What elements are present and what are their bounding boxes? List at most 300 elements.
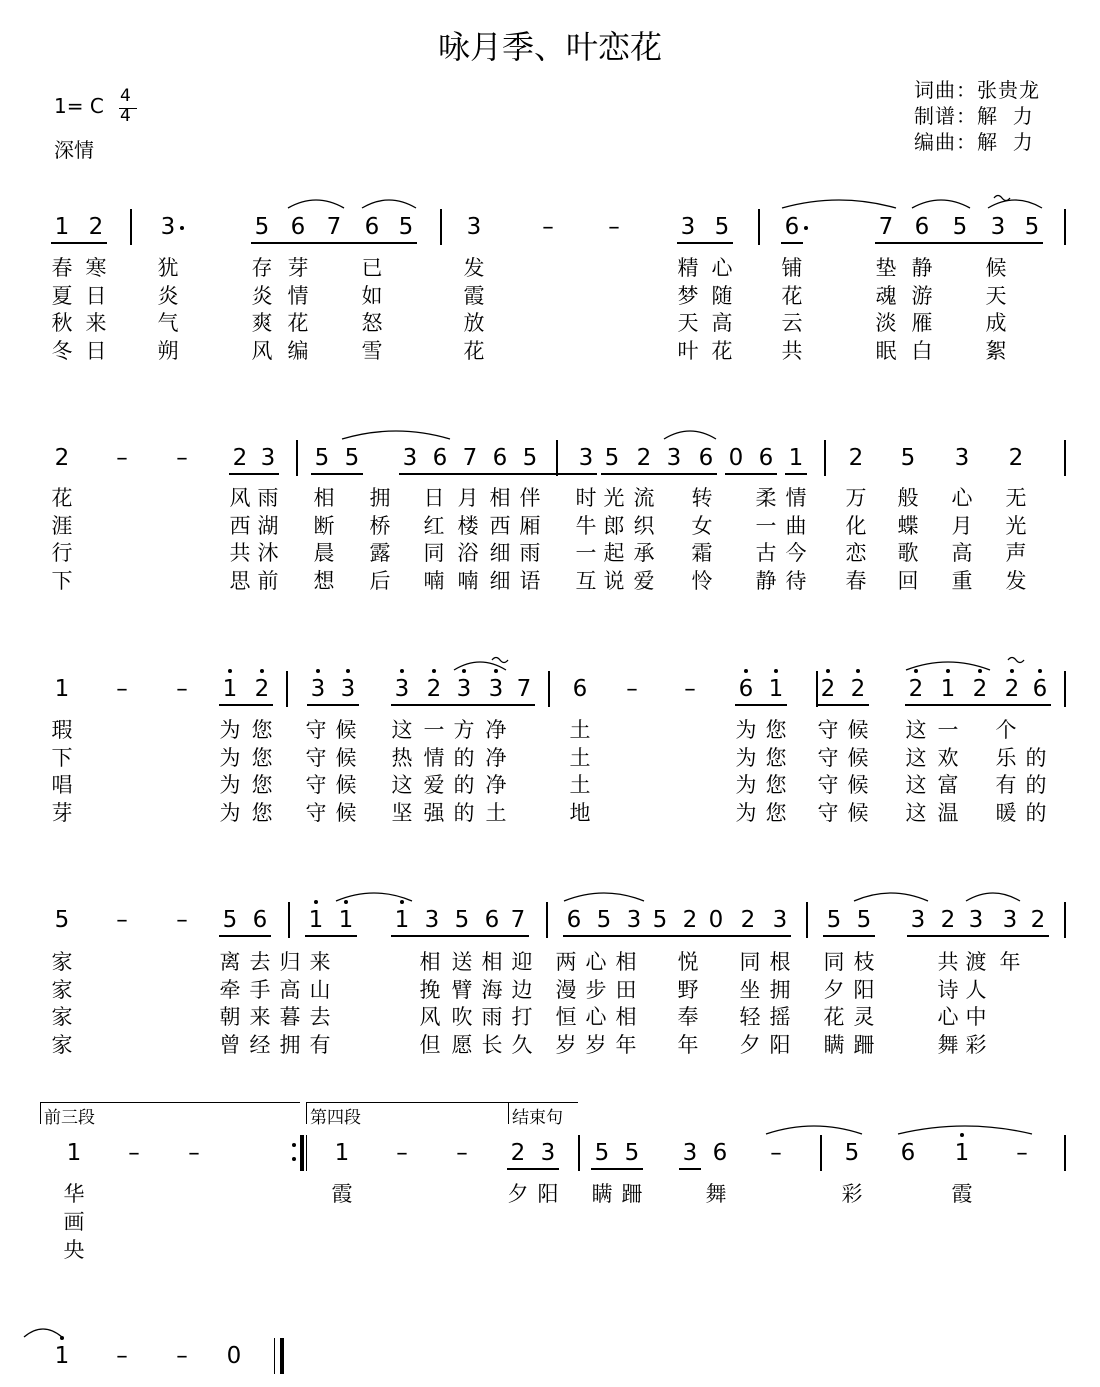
jianpu-note: 0	[728, 445, 744, 471]
dash-extension: –	[176, 676, 188, 702]
lyric-syllable: 雨	[519, 541, 541, 565]
lyric-syllable: 的	[1025, 801, 1047, 825]
lyric-syllable: 歌	[897, 541, 919, 565]
volta-label: 前三段	[44, 1108, 95, 1128]
jianpu-note: 5	[900, 445, 916, 471]
lyric-syllable: 爱	[423, 773, 445, 797]
lyric-syllable: 候	[335, 746, 357, 770]
lyric-syllable: 一	[423, 718, 445, 742]
jianpu-note: 3	[578, 445, 594, 471]
lyric-syllable: 这	[905, 773, 927, 797]
lyric-syllable: 候	[847, 801, 869, 825]
lyric-syllable: 夕	[507, 1182, 529, 1206]
lyric-syllable: 雪	[361, 339, 383, 363]
lyric-syllable: 岁	[585, 1033, 607, 1057]
dash-extension: –	[176, 1343, 188, 1369]
jianpu-note: 1	[768, 676, 784, 702]
lyric-syllable: 为	[735, 773, 757, 797]
lyric-syllable: 花	[463, 339, 485, 363]
lyric-syllable: 唱	[51, 773, 73, 797]
lyric-syllable: 去	[249, 950, 271, 974]
lyric-syllable: 柔	[755, 486, 777, 510]
lyric-syllable: 游	[911, 284, 933, 308]
lyric-syllable: 暮	[279, 1005, 301, 1029]
jianpu-note: 2	[820, 676, 836, 702]
slur-arc	[988, 200, 1042, 208]
lyric-syllable: 候	[985, 256, 1007, 280]
lyric-syllable: 灵	[853, 1005, 875, 1029]
lyric-syllable: 存	[251, 256, 273, 280]
lyric-syllable: 华	[63, 1182, 85, 1206]
jianpu-note: 6	[252, 907, 268, 933]
lyric-syllable: 下	[51, 569, 73, 593]
lyric-syllable: 悦	[677, 950, 699, 974]
lyric-syllable: 桥	[369, 514, 391, 538]
jianpu-note: 2	[850, 676, 866, 702]
jianpu-note: 2	[88, 214, 104, 240]
lyric-syllable: 守	[305, 801, 327, 825]
jianpu-note: 6	[1032, 676, 1048, 702]
lyric-syllable: 诗	[937, 978, 959, 1002]
jianpu-note: 6	[758, 445, 774, 471]
lyric-syllable: 随	[711, 284, 733, 308]
lyric-syllable: 欢	[937, 746, 959, 770]
jianpu-note: 3	[260, 445, 276, 471]
jianpu-note: 2	[848, 445, 864, 471]
lyric-syllable: 土	[485, 801, 507, 825]
lyric-syllable: 来	[249, 1005, 271, 1029]
lyric-syllable: 臂	[451, 978, 473, 1002]
lyric-syllable: 高	[279, 978, 301, 1002]
lyric-syllable: 西	[229, 514, 251, 538]
lyric-syllable: 共	[937, 950, 959, 974]
lyric-syllable: 雨	[481, 1005, 503, 1029]
lyric-syllable: 已	[361, 256, 383, 280]
lyric-syllable: 久	[511, 1033, 533, 1057]
jianpu-note: 0	[226, 1343, 242, 1369]
lyric-syllable: 候	[335, 773, 357, 797]
jianpu-note: 3	[488, 676, 504, 702]
lyric-syllable: 日	[423, 486, 445, 510]
lyric-syllable: 相	[489, 486, 511, 510]
lyric-syllable: 万	[845, 486, 867, 510]
lyric-syllable: 为	[735, 801, 757, 825]
jianpu-note: 1	[66, 1140, 82, 1166]
jianpu-note: 2	[682, 907, 698, 933]
lyric-syllable: 夕	[823, 978, 845, 1002]
jianpu-note: 6	[492, 445, 508, 471]
jianpu-note: 2	[510, 1140, 526, 1166]
lyric-syllable: 情	[785, 486, 807, 510]
jianpu-note: 2	[1008, 445, 1024, 471]
dash-extension: –	[608, 214, 620, 240]
lyric-syllable: 手	[249, 978, 271, 1002]
lyric-syllable: 流	[633, 486, 655, 510]
lyric-syllable: 霜	[691, 541, 713, 565]
credit-notation: 制谱：解 力	[914, 104, 1034, 128]
lyric-syllable: 土	[569, 773, 591, 797]
lyric-syllable: 家	[51, 950, 73, 974]
jianpu-note: 2	[636, 445, 652, 471]
lyric-syllable: 一	[575, 541, 597, 565]
lyric-syllable: 候	[335, 718, 357, 742]
lyric-syllable: 土	[569, 746, 591, 770]
lyric-syllable: 您	[765, 801, 787, 825]
lyric-syllable: 心	[711, 256, 733, 280]
lyric-syllable: 花	[781, 284, 803, 308]
lyric-syllable: 一	[755, 514, 777, 538]
jianpu-note: 3	[990, 214, 1006, 240]
lyric-syllable: 田	[615, 978, 637, 1002]
lyric-syllable: 前	[257, 569, 279, 593]
lyric-syllable: 彩	[841, 1182, 863, 1206]
jianpu-note: 2	[254, 676, 270, 702]
lyric-syllable: 家	[51, 1033, 73, 1057]
lyric-syllable: 为	[735, 718, 757, 742]
jianpu-note: 3	[466, 214, 482, 240]
jianpu-note: 2	[1030, 907, 1046, 933]
lyric-syllable: 拥	[279, 1033, 301, 1057]
lyric-syllable: 一	[937, 718, 959, 742]
jianpu-note: 6	[900, 1140, 916, 1166]
lyric-syllable: 守	[817, 773, 839, 797]
lyric-syllable: 瑕	[51, 718, 73, 742]
lyric-syllable: 人	[965, 978, 987, 1002]
jianpu-note: 5	[1024, 214, 1040, 240]
lyric-syllable: 花	[51, 486, 73, 510]
jianpu-note: 1	[54, 676, 70, 702]
time-signature-top: 4	[120, 86, 131, 106]
slur-arc	[782, 200, 896, 208]
lyric-syllable: 下	[51, 746, 73, 770]
jianpu-note: 7	[326, 214, 342, 240]
lyric-syllable: 伴	[519, 486, 541, 510]
lyric-syllable: 怜	[691, 569, 713, 593]
lyric-syllable: 您	[765, 773, 787, 797]
dash-extension: –	[684, 676, 696, 702]
lyric-syllable: 今	[785, 541, 807, 565]
lyric-syllable: 朔	[157, 339, 179, 363]
lyric-syllable: 有	[995, 773, 1017, 797]
lyric-syllable: 编	[287, 339, 309, 363]
lyric-syllable: 去	[309, 1005, 331, 1029]
lyric-syllable: 霞	[463, 284, 485, 308]
lyric-syllable: 细	[489, 541, 511, 565]
lyric-syllable: 的	[1025, 773, 1047, 797]
lyric-syllable: 您	[251, 801, 273, 825]
lyric-syllable: 为	[219, 801, 241, 825]
jianpu-note: 5	[522, 445, 538, 471]
slur-arc	[664, 431, 716, 439]
lyric-syllable: 古	[755, 541, 777, 565]
jianpu-note: 7	[516, 676, 532, 702]
lyric-syllable: 日	[85, 339, 107, 363]
jianpu-note: 3	[626, 907, 642, 933]
lyric-syllable: 来	[309, 950, 331, 974]
lyric-syllable: 花	[711, 339, 733, 363]
lyric-syllable: 您	[251, 718, 273, 742]
lyric-syllable: 的	[1025, 746, 1047, 770]
lyric-syllable: 怒	[361, 311, 383, 335]
jianpu-note: 2	[232, 445, 248, 471]
lyric-syllable: 这	[391, 773, 413, 797]
lyric-syllable: 互	[575, 569, 597, 593]
slur-arc	[342, 431, 450, 439]
lyric-syllable: 跚	[853, 1033, 875, 1057]
lyric-syllable: 为	[219, 746, 241, 770]
lyric-syllable: 送	[451, 950, 473, 974]
jianpu-note: 3	[402, 445, 418, 471]
lyric-syllable: 般	[897, 486, 919, 510]
lyric-syllable: 舞	[937, 1033, 959, 1057]
jianpu-note: 3	[540, 1140, 556, 1166]
jianpu-note: 6	[784, 214, 800, 240]
lyric-syllable: 暖	[995, 801, 1017, 825]
lyric-syllable: 的	[453, 773, 475, 797]
lyric-syllable: 海	[481, 978, 503, 1002]
lyric-syllable: 拥	[369, 486, 391, 510]
lyric-syllable: 阳	[537, 1182, 559, 1206]
lyric-syllable: 心	[951, 486, 973, 510]
jianpu-note: 3	[340, 676, 356, 702]
lyric-syllable: 霞	[951, 1182, 973, 1206]
lyric-syllable: 跚	[621, 1182, 643, 1206]
lyric-syllable: 天	[985, 284, 1007, 308]
lyric-syllable: 共	[229, 541, 251, 565]
lyric-syllable: 奉	[677, 1005, 699, 1029]
jianpu-note: 3	[954, 445, 970, 471]
lyric-syllable: 夏	[51, 284, 73, 308]
lyric-syllable: 铺	[781, 256, 803, 280]
lyric-syllable: 气	[157, 311, 179, 335]
lyric-syllable: 热	[391, 746, 413, 770]
slur-arc	[906, 662, 990, 670]
jianpu-note: 1	[394, 907, 410, 933]
lyric-syllable: 月	[951, 514, 973, 538]
lyric-syllable: 霞	[331, 1182, 353, 1206]
lyric-syllable: 画	[63, 1210, 85, 1234]
lyric-syllable: 晨	[313, 541, 335, 565]
lyric-syllable: 细	[489, 569, 511, 593]
lyric-syllable: 边	[511, 978, 533, 1002]
lyric-syllable: 蝶	[897, 514, 919, 538]
jianpu-note: 2	[940, 907, 956, 933]
lyric-syllable: 雨	[257, 486, 279, 510]
page-title: 咏月季、叶恋花	[437, 28, 662, 66]
jianpu-note: 5	[596, 907, 612, 933]
jianpu-note: 0	[708, 907, 724, 933]
dash-extension: –	[1016, 1140, 1028, 1166]
lyric-syllable: 风	[229, 486, 251, 510]
lyric-syllable: 相	[615, 1005, 637, 1029]
lyric-syllable: 絮	[985, 339, 1007, 363]
lyric-syllable: 沐	[257, 541, 279, 565]
lyric-syllable: 回	[897, 569, 919, 593]
jianpu-note: 3	[910, 907, 926, 933]
dash-extension: –	[626, 676, 638, 702]
jianpu-note: 6	[290, 214, 306, 240]
slur-arc	[454, 662, 506, 670]
lyric-syllable: 织	[633, 514, 655, 538]
lyric-syllable: 净	[485, 746, 507, 770]
lyric-syllable: 喃	[423, 569, 445, 593]
lyric-syllable: 冬	[51, 339, 73, 363]
dash-extension: –	[116, 445, 128, 471]
dash-extension: –	[176, 445, 188, 471]
lyric-syllable: 乐	[995, 746, 1017, 770]
lyric-syllable: 守	[305, 718, 327, 742]
lyric-syllable: 守	[305, 773, 327, 797]
jianpu-note: 5	[624, 1140, 640, 1166]
lyric-syllable: 心	[937, 1005, 959, 1029]
slur-arc	[898, 1126, 1032, 1134]
jianpu-note: 1	[954, 1140, 970, 1166]
lyric-syllable: 坚	[391, 801, 413, 825]
lyric-syllable: 您	[765, 718, 787, 742]
lyric-syllable: 您	[765, 746, 787, 770]
lyric-syllable: 舞	[705, 1182, 727, 1206]
jianpu-note: 6	[432, 445, 448, 471]
lyric-syllable: 这	[905, 718, 927, 742]
lyric-syllable: 为	[219, 718, 241, 742]
jianpu-note: 3	[310, 676, 326, 702]
lyric-syllable: 为	[735, 746, 757, 770]
lyric-syllable: 相	[481, 950, 503, 974]
lyric-syllable: 拥	[769, 978, 791, 1002]
lyric-syllable: 两	[555, 950, 577, 974]
jianpu-note: 3	[666, 445, 682, 471]
jianpu-note: 1	[788, 445, 804, 471]
lyric-syllable: 央	[63, 1238, 85, 1262]
jianpu-note: 6	[364, 214, 380, 240]
jianpu-note: 5	[314, 445, 330, 471]
lyric-syllable: 郎	[603, 514, 625, 538]
lyric-syllable: 守	[817, 746, 839, 770]
lyric-syllable: 步	[585, 978, 607, 1002]
lyric-syllable: 如	[361, 284, 383, 308]
lyric-syllable: 夕	[739, 1033, 761, 1057]
lyric-syllable: 静	[911, 256, 933, 280]
lyric-syllable: 渡	[965, 950, 987, 974]
lyric-syllable: 年	[615, 1033, 637, 1057]
lyric-syllable: 恒	[555, 1005, 577, 1029]
lyric-syllable: 有	[309, 1033, 331, 1057]
lyric-syllable: 轻	[739, 1005, 761, 1029]
lyric-syllable: 断	[313, 514, 335, 538]
slur-arc	[854, 893, 928, 901]
lyric-syllable: 打	[511, 1005, 533, 1029]
lyric-syllable: 岁	[555, 1033, 577, 1057]
jianpu-note: 5	[254, 214, 270, 240]
lyric-syllable: 楼	[457, 514, 479, 538]
jianpu-note: 5	[604, 445, 620, 471]
time-signature-bottom: 4	[120, 106, 131, 126]
lyric-syllable: 家	[51, 1005, 73, 1029]
lyric-syllable: 漫	[555, 978, 577, 1002]
lyric-syllable: 您	[251, 746, 273, 770]
jianpu-note: 6	[914, 214, 930, 240]
lyric-syllable: 同	[423, 541, 445, 565]
lyric-syllable: 起	[603, 541, 625, 565]
lyric-syllable: 炎	[251, 284, 273, 308]
jianpu-note: 7	[462, 445, 478, 471]
lyric-syllable: 山	[309, 978, 331, 1002]
volta-label: 结束句	[512, 1108, 563, 1128]
lyric-syllable: 春	[845, 569, 867, 593]
lyric-syllable: 相	[419, 950, 441, 974]
lyric-syllable: 守	[817, 718, 839, 742]
lyric-syllable: 芽	[51, 801, 73, 825]
jianpu-note: 6	[484, 907, 500, 933]
mordent-mark	[994, 196, 1010, 201]
jianpu-note: 5	[844, 1140, 860, 1166]
lyric-syllable: 垫	[875, 256, 897, 280]
lyric-syllable: 涯	[51, 514, 73, 538]
lyric-syllable: 湖	[257, 514, 279, 538]
lyric-syllable: 花	[823, 1005, 845, 1029]
dash-extension: –	[176, 907, 188, 933]
lyric-syllable: 静	[755, 569, 777, 593]
lyric-syllable: 精	[677, 256, 699, 280]
lyric-syllable: 的	[453, 746, 475, 770]
lyric-syllable: 无	[1005, 486, 1027, 510]
credit-lyrics-music: 词曲：张贵龙	[914, 78, 1040, 102]
lyric-syllable: 守	[305, 746, 327, 770]
lyric-syllable: 候	[847, 746, 869, 770]
lyric-syllable: 富	[937, 773, 959, 797]
lyric-syllable: 年	[999, 950, 1021, 974]
jianpu-note: 5	[594, 1140, 610, 1166]
lyric-syllable: 您	[251, 773, 273, 797]
lyric-syllable: 月	[457, 486, 479, 510]
lyric-syllable: 候	[847, 718, 869, 742]
jianpu-note: 3	[424, 907, 440, 933]
lyric-syllable: 相	[615, 950, 637, 974]
lyric-syllable: 枝	[853, 950, 875, 974]
lyric-syllable: 炎	[157, 284, 179, 308]
lyric-syllable: 梦	[677, 284, 699, 308]
lyric-syllable: 犹	[157, 256, 179, 280]
lyric-syllable: 时	[575, 486, 597, 510]
lyric-syllable: 这	[905, 801, 927, 825]
dash-extension: –	[116, 676, 128, 702]
jianpu-note: 1	[54, 1343, 70, 1369]
jianpu-note: 1	[334, 1140, 350, 1166]
lyric-syllable: 净	[485, 773, 507, 797]
jianpu-note: 5	[344, 445, 360, 471]
slur-arc	[912, 200, 970, 208]
jianpu-note: 5	[454, 907, 470, 933]
lyric-syllable: 曾	[219, 1033, 241, 1057]
lyric-syllable: 候	[847, 773, 869, 797]
key-signature: 1= C	[54, 94, 104, 118]
jianpu-note: 2	[426, 676, 442, 702]
slur-arc	[24, 1329, 62, 1337]
jianpu-note: 5	[398, 214, 414, 240]
lyric-syllable: 重	[951, 569, 973, 593]
lyric-syllable: 化	[845, 514, 867, 538]
lyric-syllable: 为	[219, 773, 241, 797]
lyric-syllable: 花	[287, 311, 309, 335]
lyric-syllable: 放	[463, 311, 485, 335]
slur-arc	[362, 200, 416, 208]
lyric-syllable: 承	[633, 541, 655, 565]
lyric-syllable: 守	[817, 801, 839, 825]
lyric-syllable: 这	[905, 746, 927, 770]
jianpu-note: 2	[1004, 676, 1020, 702]
jianpu-note: 1	[940, 676, 956, 702]
lyric-syllable: 强	[423, 801, 445, 825]
